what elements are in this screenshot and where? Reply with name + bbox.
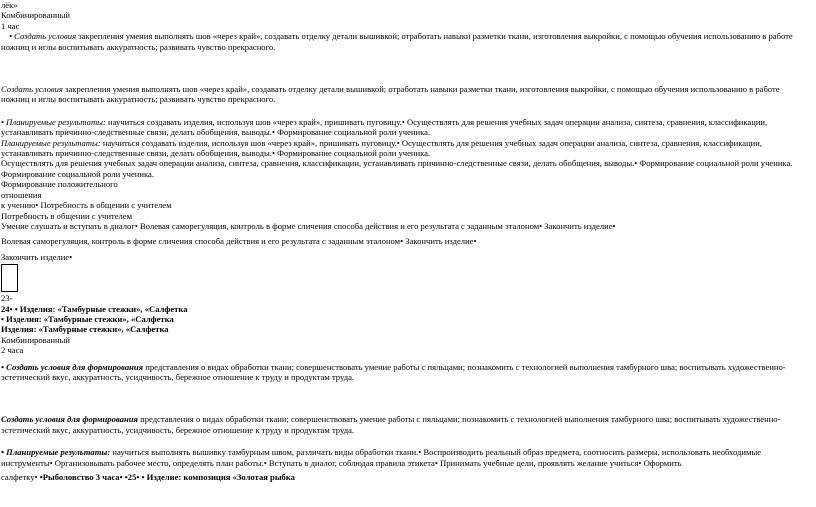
goal-paragraph (1, 84, 809, 105)
text-line: отношения (1, 189, 42, 200)
text-line: Формирование положительного (1, 179, 118, 190)
goal-paragraph (1, 414, 809, 435)
results-label: • Планируемые результаты: (1, 447, 111, 458)
goal-text: представления о видах обработки ткани; совершенствовать умение работы с пяльцами; познакомить с технологией выполнения тамбурного шва; воспитывать художественно-эстетический вкус, аккуратность, усидчивость, бережное отношение к труду и продуктам труда. (1, 414, 781, 435)
goal-label: Создать условия (1, 84, 63, 95)
text-line: Потребность в общении с учителем (1, 210, 133, 221)
results-paragraph-bulleted (1, 447, 809, 468)
results-paragraph (1, 138, 809, 159)
lesson-number: 23- (1, 293, 13, 304)
goal-text: представления о видах обработки ткани; совершенствовать умение работы с пяльцами; познакомить с технологией выполнения тамбурного шва; воспитывать художественно-эстетический вкус, аккуратность, усидчивость, бережное отношение к труду и продуктам труда. (1, 361, 786, 382)
goal-paragraph-bulleted (1, 362, 809, 383)
goal-label: • Создать условия для формирования (1, 361, 144, 372)
text-fragment: салфетку• (1, 472, 40, 482)
next-section-line (1, 472, 809, 482)
lesson-hours: 1 час (1, 20, 20, 31)
lesson-type: Комбинированный (1, 334, 70, 345)
lesson-title: Изделия: «Тамбурные стежки», «Салфетка (1, 324, 169, 335)
results-text: научиться создавать изделия, используя шов «через край», пришивать пуговицу.• Осуществлять для решения учебных задач операции анализа, синтеза, сравнения, классификации, устанавливать причинно-следственные связи, делать обобщения, выводы.• Формирование социальной роли ученика. (1, 137, 763, 159)
results-text: научиться выполнять вышивку тамбурным швом, различать виды обработки ткани.• Воспроизводить реальный образ предмета, соотносить размеры, использовать необходимые инструменты• Организовывать рабочее место, определять план работы.• Вступать в диалог, соблюдая правила этикета• Принимать учебные цели, проявлять желание учиться• Оформить (1, 447, 762, 468)
goal-text: закрепления умения выполнять шов «через край», создавать отделку детали вышивкой; отработать навыки разметки ткани, изготовления выкройки, с помощью обучения использованию в работе ножниц и иглы воспитывать аккуратность; развивать чувство прекрасного. (1, 31, 793, 52)
goal-label: Создать условия для формирования (1, 414, 138, 425)
text-line: Волевая саморегуляция, контроль в форме сличения способа действия и его результата с заданным эталоном• Закончить изделие• (1, 236, 477, 247)
results-paragraph-bulleted (1, 117, 809, 138)
lesson-hours: 2 часа (1, 345, 24, 356)
analysis-paragraph: Осуществлять для решения учебных задач операции анализа, синтеза, сравнения, классификации, устанавливать причинно-следственные связи, делать обобщения, выводы.• Формирование социальной роли ученика. (1, 158, 793, 169)
goal-label: • Создать условия (9, 31, 77, 42)
text-line: Умение слушать и вступать в диалог• Волевая саморегуляция, контроль в форме сличения способа действия и его результата с заданным эталоном• Закончить изделие• (1, 220, 616, 231)
text-line: Закончить изделие• (1, 251, 73, 262)
lesson-title: 24• • Изделия: «Тамбурные стежки», «Салфетка (1, 303, 188, 314)
text-line: Формирование социальной роли ученика. (1, 168, 155, 179)
table-cell-box (1, 264, 18, 292)
text-line: лёк» (1, 0, 18, 10)
results-label: • Планируемые результаты: (1, 116, 106, 127)
goal-text: закрепления умения выполнять шов «через край», создавать отделку детали вышивкой; отработать навыки разметки ткани, изготовления выкройки, с помощью обучения использованию в работе ножниц и иглы воспитывать аккуратность; развивать чувство прекрасного. (1, 84, 780, 105)
lesson-title: • Изделия: «Тамбурные стежки», «Салфетка (1, 313, 174, 324)
results-label: Планируемые результаты: (1, 137, 101, 148)
results-text: научиться создавать изделия, используя шов «через край», пришивать пуговицу.• Осуществлять для решения учебных задач операции анализа, синтеза, сравнения, классификации, устанавливать причинно-следственные связи, делать обобщения, выводы.• Формирование социальной роли ученика. (1, 116, 768, 138)
lesson-type: Комбинированный (1, 10, 70, 21)
goal-paragraph-bulleted (1, 31, 809, 52)
section-title: •Рыболовство 3 часа• •25• • Изделие: композиция «Золотая рыбка (39, 472, 295, 482)
text-line: к учению• Потребность в общении с учителем (1, 200, 172, 211)
